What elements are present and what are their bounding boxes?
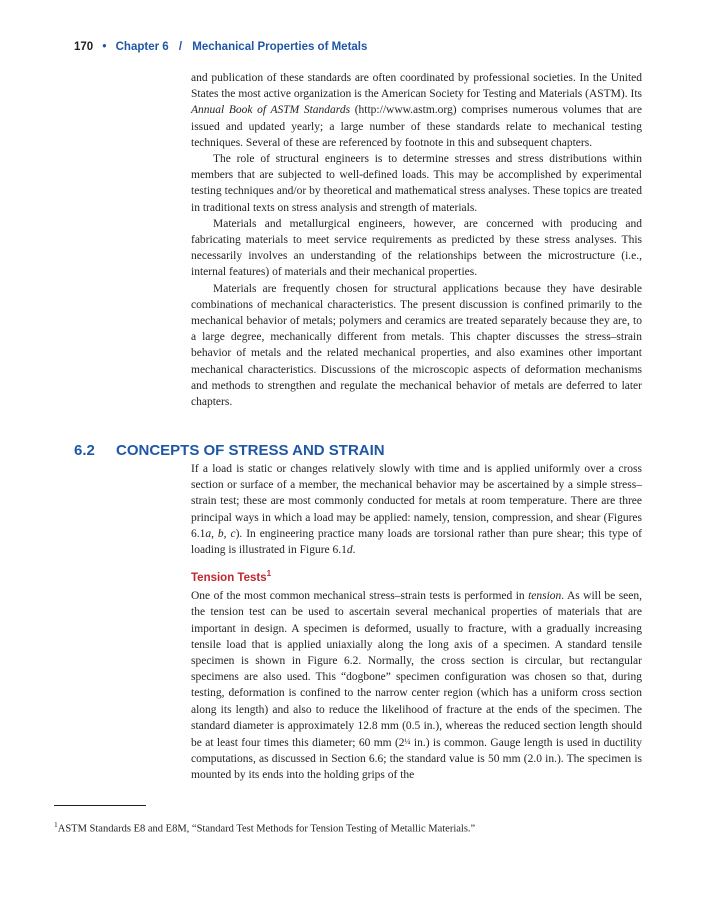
running-header xyxy=(74,41,367,53)
section-body xyxy=(191,461,642,784)
paragraph: One of the most common mechanical stress–strain tests is performed in tension. As will be seen, the tension test can be used to ascertain several mechanical properties of materials that are important in design. A specimen is deformed, usually to fracture, with a gradually increasing tensile load that is applied uniaxially along the long axis of a specimen. A standard tensile specimen is shown in Figure 6.2. Normally, the cross section is circular, but rectangular specimens are also used. This “dogbone” specimen configuration was chosen so that, during testing, deformation is confined to the narrow center region (which has a uniform cross section along its length) and also to reduce the likelihood of fracture at the ends of the specimen. The standard diameter is approximately 12.8 mm (0.5 in.), whereas the reduced section length should be at least four times this diameter; 60 mm (2¼ in.) is common. Gauge length is used in ductility computations, as discussed in Section 6.6; the standard value is 50 mm (2.0 in.). The specimen is mounted by its ends into the holding grips of the xyxy=(191,590,643,782)
footnote xyxy=(54,820,475,835)
paragraph: If a load is static or changes relatively slowly with time and is applied uniformly over a cross section or surface of a member, the mechanical behavior may be ascertained by a simple stress–strain test; these are most commonly conducted for metals at room temperature. There are three principal ways in which a load may be applied: namely, tension, compression, and shear (Figures 6.1a, b, c). In engineering practice many loads are torsional rather than pure shear; this type of loading is illustrated in Figure 6.1d. xyxy=(191,463,643,557)
section-title: CONCEPTS OF STRESS AND STRAIN xyxy=(116,442,385,459)
paragraph: and publication of these standards are often coordinated by professional societies. In the United States the most active organization is the American Society for Testing and Materials (ASTM). Its Annual Book of ASTM Standards (http://www.astm.org) comprises numerous volumes that are issued and updated yearly; a large number of these standards relate to mechanical testing techniques. Several of these are referenced by footnote in this and subsequent chapters. xyxy=(191,72,642,149)
chapter-label: Chapter 6 xyxy=(115,41,169,53)
chapter-title: Mechanical Properties of Metals xyxy=(192,41,368,53)
header-bullet: • xyxy=(102,41,107,53)
header-separator: / xyxy=(178,41,183,53)
subsection-heading: Tension Tests$^1$ xyxy=(191,569,272,585)
paragraph: Materials are frequently chosen for structural applications because they have desirable combinations of mechanical characteristics. The present discussion is confined primarily to the mechanical behavior of metals; polymers and ceramics are treated separately because they are, to a large degree, mechanically different from metals. This chapter discusses the stress–strain behavior of metals and the related mechanical properties, and also examines other important mechanical characteristics. Discussions of the microscopic aspects of deformation mechanisms and methods to strengthen and regulate the mechanical behavior of metals are deferred to later chapters. xyxy=(191,282,642,409)
paragraph: The role of structural engineers is to determine stresses and stress distributions within members that are subjected to well-defined loads. This may be accomplished by experimental testing techniques and/or by theoretical and mathematical stress analyses. These topics are treated in traditional texts on stress analysis and strength of materials. xyxy=(191,153,642,214)
footnote-rule xyxy=(54,805,146,806)
paragraph: Materials and metallurgical engineers, however, are concerned with producing and fabricating materials to meet service requirements as predicted by these stress analyses. This necessarily involves an understanding of the relationships between the microstructure (i.e., internal features) of materials and their mechanical properties. xyxy=(191,217,642,279)
page-number: 170 xyxy=(74,41,94,53)
section-number: 6.2 xyxy=(74,442,95,459)
intro-text xyxy=(191,70,642,410)
footnote-text: ASTM Standards E8 and E8M, “Standard Test Methods for Tension Testing of Metallic Materials.” xyxy=(57,823,476,835)
section-heading xyxy=(74,442,385,459)
footnote-mark: 1 xyxy=(54,820,58,829)
footnote-reference[interactable]: 1 xyxy=(266,569,272,579)
